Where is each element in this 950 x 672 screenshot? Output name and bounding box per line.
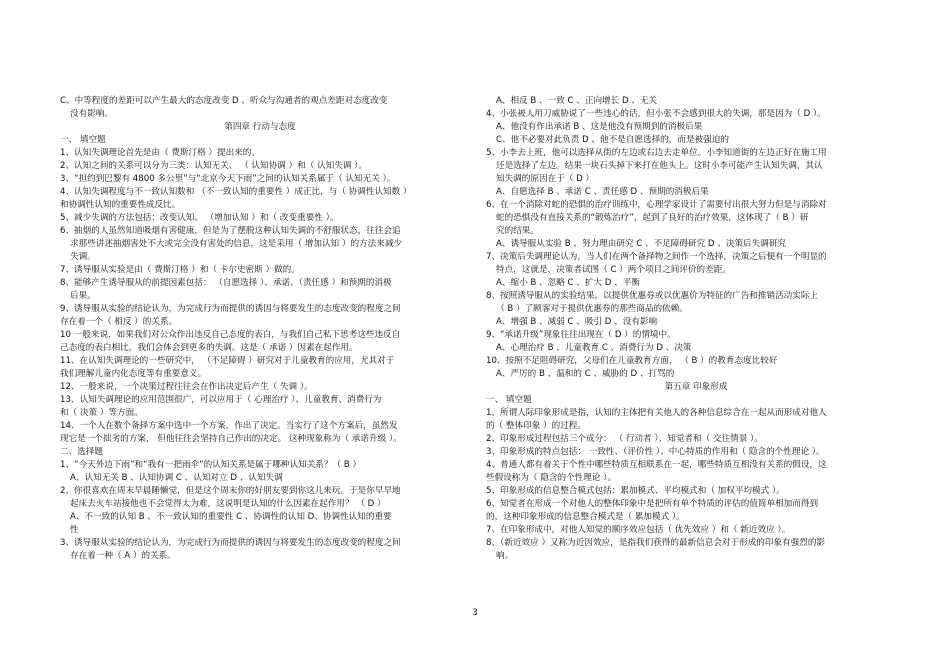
text-line: 8、能够产生诱导服从的前提因素包括： （自愿选择 ）、承诺、（责任感 ）和预期的消极 — [60, 278, 392, 288]
text-line: A、严厉的 B 、温和的 C 、威胁的 D 、打骂的 — [496, 369, 675, 379]
text-line: 起床去火车站接他也不会觉得太为难，这说明是认知的什么因素在起作用？ （ D ） — [70, 499, 386, 509]
text-line: 7、决策后失调理论认为，当人们在两个备择物之间作一个选择，决策之后便有一个明显的 — [486, 252, 827, 262]
text-line: A、缩小 B 、忽略 C 、扩大 D 、平衡 — [496, 278, 640, 288]
text-line: 二、选择题 — [60, 447, 103, 457]
text-line: 1、认知失调理论首先是由（ 费斯汀格 ）提出来的。 — [60, 148, 260, 158]
text-line: 8、按照诱导服从的实验结果，以提供优惠券或以优惠价为特征的广告和推销活动实际上 — [486, 291, 819, 301]
text-line: （ B ）了顾客对于提供优惠券的那些商品的依赖。 — [496, 304, 688, 314]
text-line: 知失调的原因在于（ D ） — [496, 174, 595, 184]
right-column — [486, 95, 906, 563]
text-line: 14、一个人在数个备择方案中选中一个方案，作出了决定。当实行了这个方案后，虽然发 — [60, 421, 398, 431]
text-line: 些假设称为（ 隐含的个性理论 ）。 — [486, 473, 617, 483]
text-line: 9、“承诺升级”现象往往出现在（ D ）的情境中。 — [486, 330, 676, 340]
text-line: A、自愿选择 B 、承诺 C 、责任感 D 、预期的消极后果 — [496, 187, 709, 197]
text-line: 5、小李去上班，他可以选择从街的左边或右边去走单位。小李知道街的左边正好在施工用 — [486, 148, 827, 158]
text-line: A、他没有作出承诺 B 、这是他没有预期到的消极后果 — [496, 122, 703, 132]
text-line: 一、 填空题 — [60, 135, 106, 145]
text-line: 8、（新近效应 ）又称为近因效应，是指我们获得的最新信息会对于形成的印象有强烈的影 — [486, 538, 826, 548]
page-number: 3 — [472, 608, 478, 618]
text-line: C、他不必要对此负责 D 、他不是自愿选择的，而是被强迫的 — [496, 135, 729, 145]
text-line: 和协调性认知的重要性成反比。 — [60, 200, 181, 210]
text-line: 我们理解儿童内化态度等有重要意义。 — [60, 369, 207, 379]
text-line: A、认知无关 B 、认知协调 C 、认知对立 D 、认知失调 — [70, 473, 283, 483]
text-line: 3、印象形成的特点包括： 一致性、（评价性 ）、中心特质的作用和（ 隐含的个性理论 ）。 — [486, 447, 825, 457]
text-line: 4、普通人都有着关于个性中哪些特质互相联系在一起，哪些特质互相没有关系的假设，这 — [486, 460, 827, 470]
text-line: 12、一般来说，一个决策过程往往会在作出决定后产生（ 失调 ）。 — [60, 382, 313, 392]
text-line: 的，这种印象形成的信息整合模式是（ 累加模式 ）。 — [486, 512, 685, 522]
chapter-heading: 第四章 行动与态度 — [224, 122, 296, 132]
text-line: 究的结果。 — [496, 226, 539, 236]
text-line: 11、在认知失调理论的一些研究中， （不足障碍 ）研究对于儿童教育的应用，尤其对于 — [60, 356, 395, 366]
text-line: 2、认知之间的关系可以分为三类：认知无关、 （ 认知协调 ）和（ 认知失调 ）。 — [60, 161, 368, 171]
text-line: 6、抽烟的人虽然知道吸烟有害健康，但是为了摆脱这种认知失调的不舒服状态，往往会追 — [60, 226, 401, 236]
text-line: 性 — [70, 525, 79, 535]
text-line: 3、“担约到巴黎有 4800 多公里”与“北京今天下雨”之间的认知关系属于（ 认知无关 ）。 — [60, 174, 396, 184]
text-line: 13、认知失调理论的应用范围很广，可以应用于（ 心理治疗 ）、儿童教育、消费行为 — [60, 395, 382, 405]
text-line: 一、 填空题 — [486, 395, 532, 405]
text-line: 现它是一个拙劣的方案， 但他往往会坚持自己作出的决定。 这种现象称为（ 承诺升级 ）。 — [60, 434, 402, 444]
text-line: 7、诱导服从实验是由（ 费斯汀格 ）和（ 卡尔史密斯 ）做的。 — [60, 265, 300, 275]
text-line: 没有影响。 — [70, 109, 113, 119]
text-line: 7、在印象形成中，对他人知觉的顺序效应包括（ 优先效应 ）和（ 新近效应 ）。 — [486, 525, 791, 535]
text-line: A、心理治疗 B 、儿童教育 C 、消费行为 D 、决策 — [496, 343, 692, 353]
text-line: 4、认知失调程度与不一致认知数和 （不一致认知的重要性 ）成正比，与（ 协调性认知数 ） — [60, 187, 412, 197]
text-line: 2、你很喜欢在周末早晨睡懒觉，但是这个周末你的好朋友要到你这儿来玩。于是你早早地 — [60, 486, 401, 496]
text-line: 蛇的恐惧没有直接关系的“锻炼治疗”，起到了良好的治疗效果，这体现了（ B ）研 — [496, 213, 809, 223]
text-line: 6、知觉者在形成一个对他人的整体印象中是把所有单个特质的评估的值简单相加而得到 — [486, 499, 819, 509]
text-line: 9、诱导服从实验的结论认为，为完成行为而提供的诱因与将要发生的态度改变的程度之间 — [60, 304, 401, 314]
text-line: 特点，这就是，决策者试图（ C ）两个项目之间评价的差距。 — [496, 265, 731, 275]
text-line: 存在着一个（ 相反 ）的关系。 — [60, 317, 178, 327]
left-column — [60, 95, 460, 563]
text-line: 求那些讲述抽烟害处不大或完全没有害处的信息，这是采用（ 增加认知 ）的方法来减少 — [70, 239, 403, 249]
text-line: 存在着一种（ A ）的关系。 — [70, 551, 176, 561]
text-line: 失调。 — [70, 252, 96, 262]
text-line: A、增强 B 、减弱 C 、吸引 D 、没有影响 — [496, 317, 658, 327]
text-line: 1、“今天外边下雨”和“我有一把雨伞”的认知关系是属于哪种认知关系？（ B ） — [60, 460, 362, 470]
text-line: 10、按照不足阻碍研究，父母们在儿童教育方面， （ B ）的教育态度比较好 — [486, 356, 778, 366]
text-line: A、诱导服从实验 B 、努力理由研究 C 、不足障碍研究 D 、决策后失调研究 — [496, 239, 787, 249]
text-line: 6、在一个消除对蛇的恐惧的治疗训练中，心理学家设计了需要付出很大努力但是与消除对 — [486, 200, 827, 210]
text-line: 1、所谓人际印象形成是指，认知的主体把有关他人的各种信息综合在一起从而形成对他人 — [486, 408, 827, 418]
text-line: A、相反 B 、一致 C 、正向增长 D 、无关 — [496, 96, 658, 106]
chapter-heading: 第五章 印象形成 — [664, 382, 728, 392]
text-line: 响。 — [496, 551, 514, 561]
text-line: 还是选择了左边。结果一块石头掉下来打在他头上。这时小李可能产生认知失调，其认 — [496, 161, 823, 171]
text-line: 5、印象形成的信息整合模式包括：累加模式、平均模式和（ 加权平均模式 ）。 — [486, 486, 785, 496]
text-line: 5、减少失调的方法包括：改变认知、 （增加认知 ）和（ 改变重要性 ）。 — [60, 213, 339, 223]
text-line: C、中等程度的差距可以产生最大的态度改变 D 、听众与沟通者的观点差距对态度改变 — [60, 96, 388, 106]
text-line: 4、小张被人用刀威胁说了一些违心的话，但小张不会感到很大的失调，那是因为（ D ）。 — [486, 109, 826, 119]
text-line: 后果。 — [70, 291, 96, 301]
text-line: 10 一般来说，如果我们对公众作出违反自己态度的表白，与我们自己私下思考这些违反自 — [60, 330, 401, 340]
text-line: 2、印象形成过程包括三个成分： （ 行动者 ）、知觉者和（ 交往情景 ）。 — [486, 434, 763, 444]
text-line: 3、诱导服从实验的结论认为，为完成行为而提供的诱因与将要发生的态度改变的程度之间 — [60, 538, 401, 548]
text-line: 和（ 决策 ）等方面。 — [60, 408, 143, 418]
text-line: 己态度的表白相比，我们会体会到更多的失调。这是（ 承诺 ）因素在起作用。 — [60, 343, 358, 353]
text-line: A、不一致的认知 B 、不一致认知的重要性 C 、协调性的认知 D、协调性认知的重要 — [70, 512, 392, 522]
text-line: 的（ 整体印象 ）的过程。 — [486, 421, 586, 431]
